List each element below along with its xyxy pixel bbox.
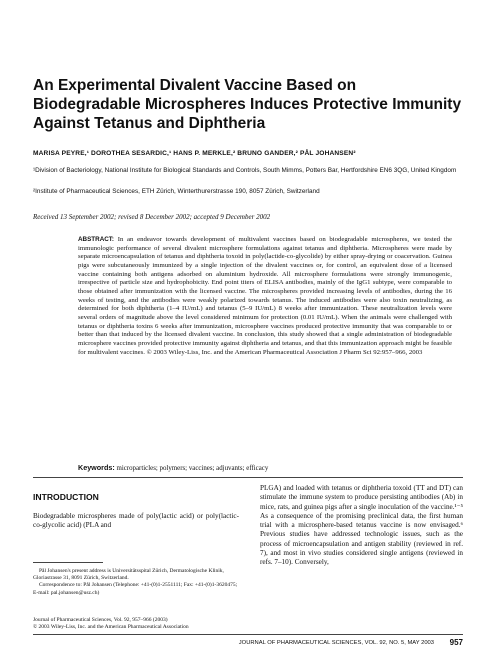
running-footer: JOURNAL OF PHARMACEUTICAL SCIENCES, VOL. 92, NO. 5, MAY 2003 xyxy=(238,640,434,646)
introduction-left-column: Biodegradable microspheres made of poly(lactic acid) or poly(lactic-co-glycolic acid) (PLA and xyxy=(33,512,239,530)
article-title: An Experimental Divalent Vaccine Based on Biodegradable Microspheres Induces Protective Immunity Against Tetanus and Diphtheria xyxy=(33,77,462,132)
footnote-divider xyxy=(33,562,103,563)
author-list: MARISA PEYRE,¹ DOROTHEA SESARDIC,¹ HANS P. MERKLE,² BRUNO GANDER,² PÅL JOHANSEN² xyxy=(33,150,356,157)
footnotes xyxy=(33,568,239,597)
keywords-label: Keywords: xyxy=(78,463,115,472)
affiliation-1: ¹Division of Bacteriology, National Institute for Biological Standards and Controls, South Mimms, Potters Bar, Hertfordshire EN6 3QG, United Kingdom xyxy=(33,167,457,174)
section-divider xyxy=(33,477,463,478)
journal-copyright: © 2003 Wiley-Liss, Inc. and the American Pharmaceutical Association xyxy=(33,624,189,630)
footer-divider xyxy=(33,634,463,635)
abstract xyxy=(78,236,452,357)
journal-citation xyxy=(33,617,239,631)
introduction-heading: INTRODUCTION xyxy=(33,492,99,502)
introduction-right-column: PLGA) and loaded with tetanus or diphtheria toxoid (TT and DT) can stimulate the immune system to produce persisting antibodies (Ab) in mice, rats, and guinea pigs after a single inoculation of the vaccine.¹⁻⁵ As a consequence of the promising preclinical data, the first human trial with a microsphere-based tetanus vaccine is now envisaged.⁶ Previous studies have addressed technologic issues, such as the process of microencapsulation and antigen stability (reviewed in ref. 7), and most in vivo studies considered single antigens (reviewed in refs. 7–10). Conversely, xyxy=(260,484,463,567)
page-number: 957 xyxy=(449,638,463,647)
abstract-copyright: © 2003 Wiley-Liss, Inc. and the American Pharmaceutical Association J Pharm Sci 92:957–966, 2003 xyxy=(146,348,423,356)
received-dates: Received 13 September 2002; revised 8 December 2002; accepted 9 December 2002 xyxy=(33,213,271,221)
affiliation-2: ²Institute of Pharmaceutical Sciences, ETH Zürich, Winterthurerstrasse 190, 8057 Zürich, Switzerland xyxy=(33,188,320,195)
footnote-correspondence: Correspondence to: Pål Johansen (Telephone: +41-(0)1-2551111; Fax: +41-(0)1-3620475; E-mail: pal.johansen@usz.ch) xyxy=(33,582,238,596)
journal-info: Journal of Pharmaceutical Sciences, Vol. 92, 957–966 (2003) xyxy=(33,617,168,623)
abstract-text: In an endeavor towards development of multivalent vaccines based on biodegradable microspheres, we tested the immunologic performance of several divalent microsphere formulations against tetanus and diphtheria. Microspheres were made by separate microencapsulation of tetanus and diphtheria toxoid in poly(lactide-co-glycolide) by either spray-drying or coacervation. Guinea pigs were subcutaneously immunized by a single injection of the divalent vaccines or, for control, an equivalent dose of a licensed vaccine containing both antigens adsorbed on aluminium hydroxide. All microsphere formulations were strongly immunogenic, irrespective of particle size and hydrophobicity. End point titers of ELISA antibodies, mainly of the IgG1 subtype, were comparable to those obtained after immunization with the licensed vaccine. The microspheres provided increasing levels of antibodies, during the 16 weeks of testing, and the antibodies were weakly polarized towards tetanus. The induced antibodies were also toxin neutralizing, as determined for both diphtheria (1–4 IU/mL) and tetanus (5–9 IU/mL) 8 weeks after immunization. These neutralization levels were several orders of magnitude above the level considered minimum for protection (0.01 IU/mL). When the animals were challenged with tetanus or diphtheria toxins 6 weeks after immunization, microsphere vaccines produced protective immunity that was comparable to or better than that induced by the licensed divalent vaccine. In conclusion, this study showed that a single administration of biodegradable microsphere vaccines provided protective immunity against diphtheria and tetanus, and that this immunization approach might be feasible for multivalent vaccines. xyxy=(78,236,452,356)
keywords-text: microparticles; polymers; vaccines; adjuvants; efficacy xyxy=(116,465,269,472)
abstract-label: ABSTRACT: xyxy=(78,236,115,243)
keywords xyxy=(78,463,452,472)
footnote-address: Pål Johansen's present address is Universitätsspital Zürich, Dermatologische Klinik, Gloriastrasse 31, 8091 Zürich, Switzerland. xyxy=(33,568,224,582)
